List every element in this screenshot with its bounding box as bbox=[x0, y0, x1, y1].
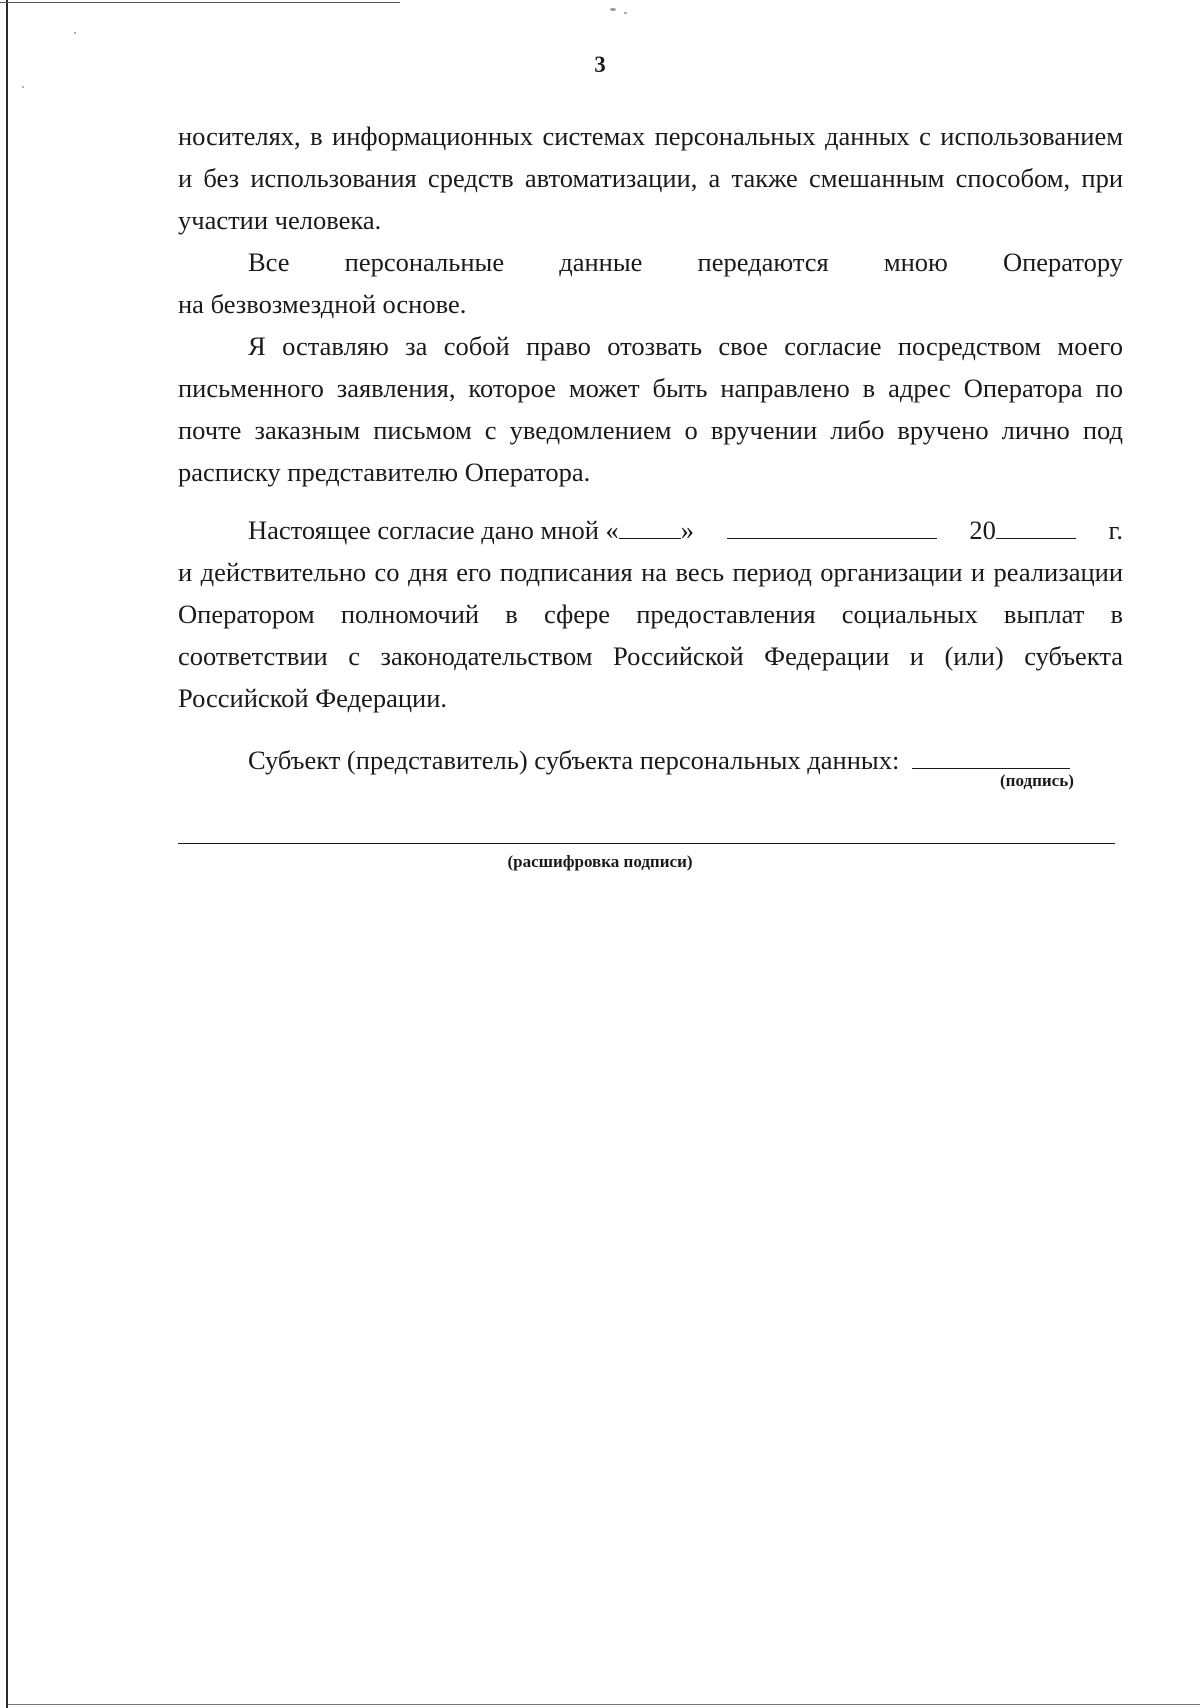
scan-edge-bottom bbox=[8, 1704, 1200, 1705]
consent-date-prefix bbox=[248, 509, 694, 551]
date-prefix-text: Настоящее согласие дано мной « bbox=[248, 515, 619, 545]
year-group bbox=[969, 509, 1076, 551]
date-quote-close: » bbox=[680, 515, 695, 545]
month-blank[interactable] bbox=[727, 512, 937, 539]
consent-date-line bbox=[178, 509, 1123, 551]
scan-speck bbox=[22, 86, 24, 88]
year-prefix-text: 20 bbox=[969, 515, 996, 545]
scan-speck bbox=[74, 32, 76, 34]
document-body bbox=[178, 115, 1123, 790]
year-blank[interactable] bbox=[996, 512, 1076, 539]
paragraph-free-transfer-line1: Все персональные данные передаются мною Оператору bbox=[248, 247, 1123, 277]
scan-speck bbox=[624, 12, 627, 14]
signature-row bbox=[178, 739, 1123, 790]
signature-blank[interactable] bbox=[912, 742, 1070, 769]
paragraph-free-transfer-line2: на безвозмездной основе. bbox=[178, 289, 467, 319]
paragraph-processing-methods: носителях, в информационных системах персональных данных с использованием и без использования средств автоматизации, а также смешанным способом, при участии человека. bbox=[178, 121, 1123, 235]
day-blank[interactable] bbox=[619, 512, 681, 539]
scan-speck bbox=[610, 8, 616, 11]
signature-label: Субъект (представитель) субъекта персональных данных: bbox=[248, 745, 900, 775]
paragraph-consent-validity: и действительно со дня его подписания на весь период организации и реализации Оператором полномочий в сфере предоставления социальных выплат в соответствии с законодательством Российской Федерации и (или) субъекта Российской Федерации. bbox=[178, 557, 1123, 713]
paragraph-withdrawal-right: Я оставляю за собой право отозвать свое согласие посредством моего письменного заявления, которое может быть направлено в адрес Оператора по почте заказным письмом с уведомлением о вручении либо вручено лично под расписку представителю Оператора. bbox=[178, 331, 1123, 487]
signature-decode-caption: (расшифровка подписи) bbox=[507, 852, 693, 871]
signature-decode-blank[interactable] bbox=[178, 843, 1115, 844]
page-number: 3 bbox=[594, 52, 606, 77]
scan-edge-top bbox=[0, 2, 400, 3]
year-suffix-text: г. bbox=[1108, 515, 1123, 545]
signature-caption: (подпись) bbox=[1000, 771, 1074, 790]
